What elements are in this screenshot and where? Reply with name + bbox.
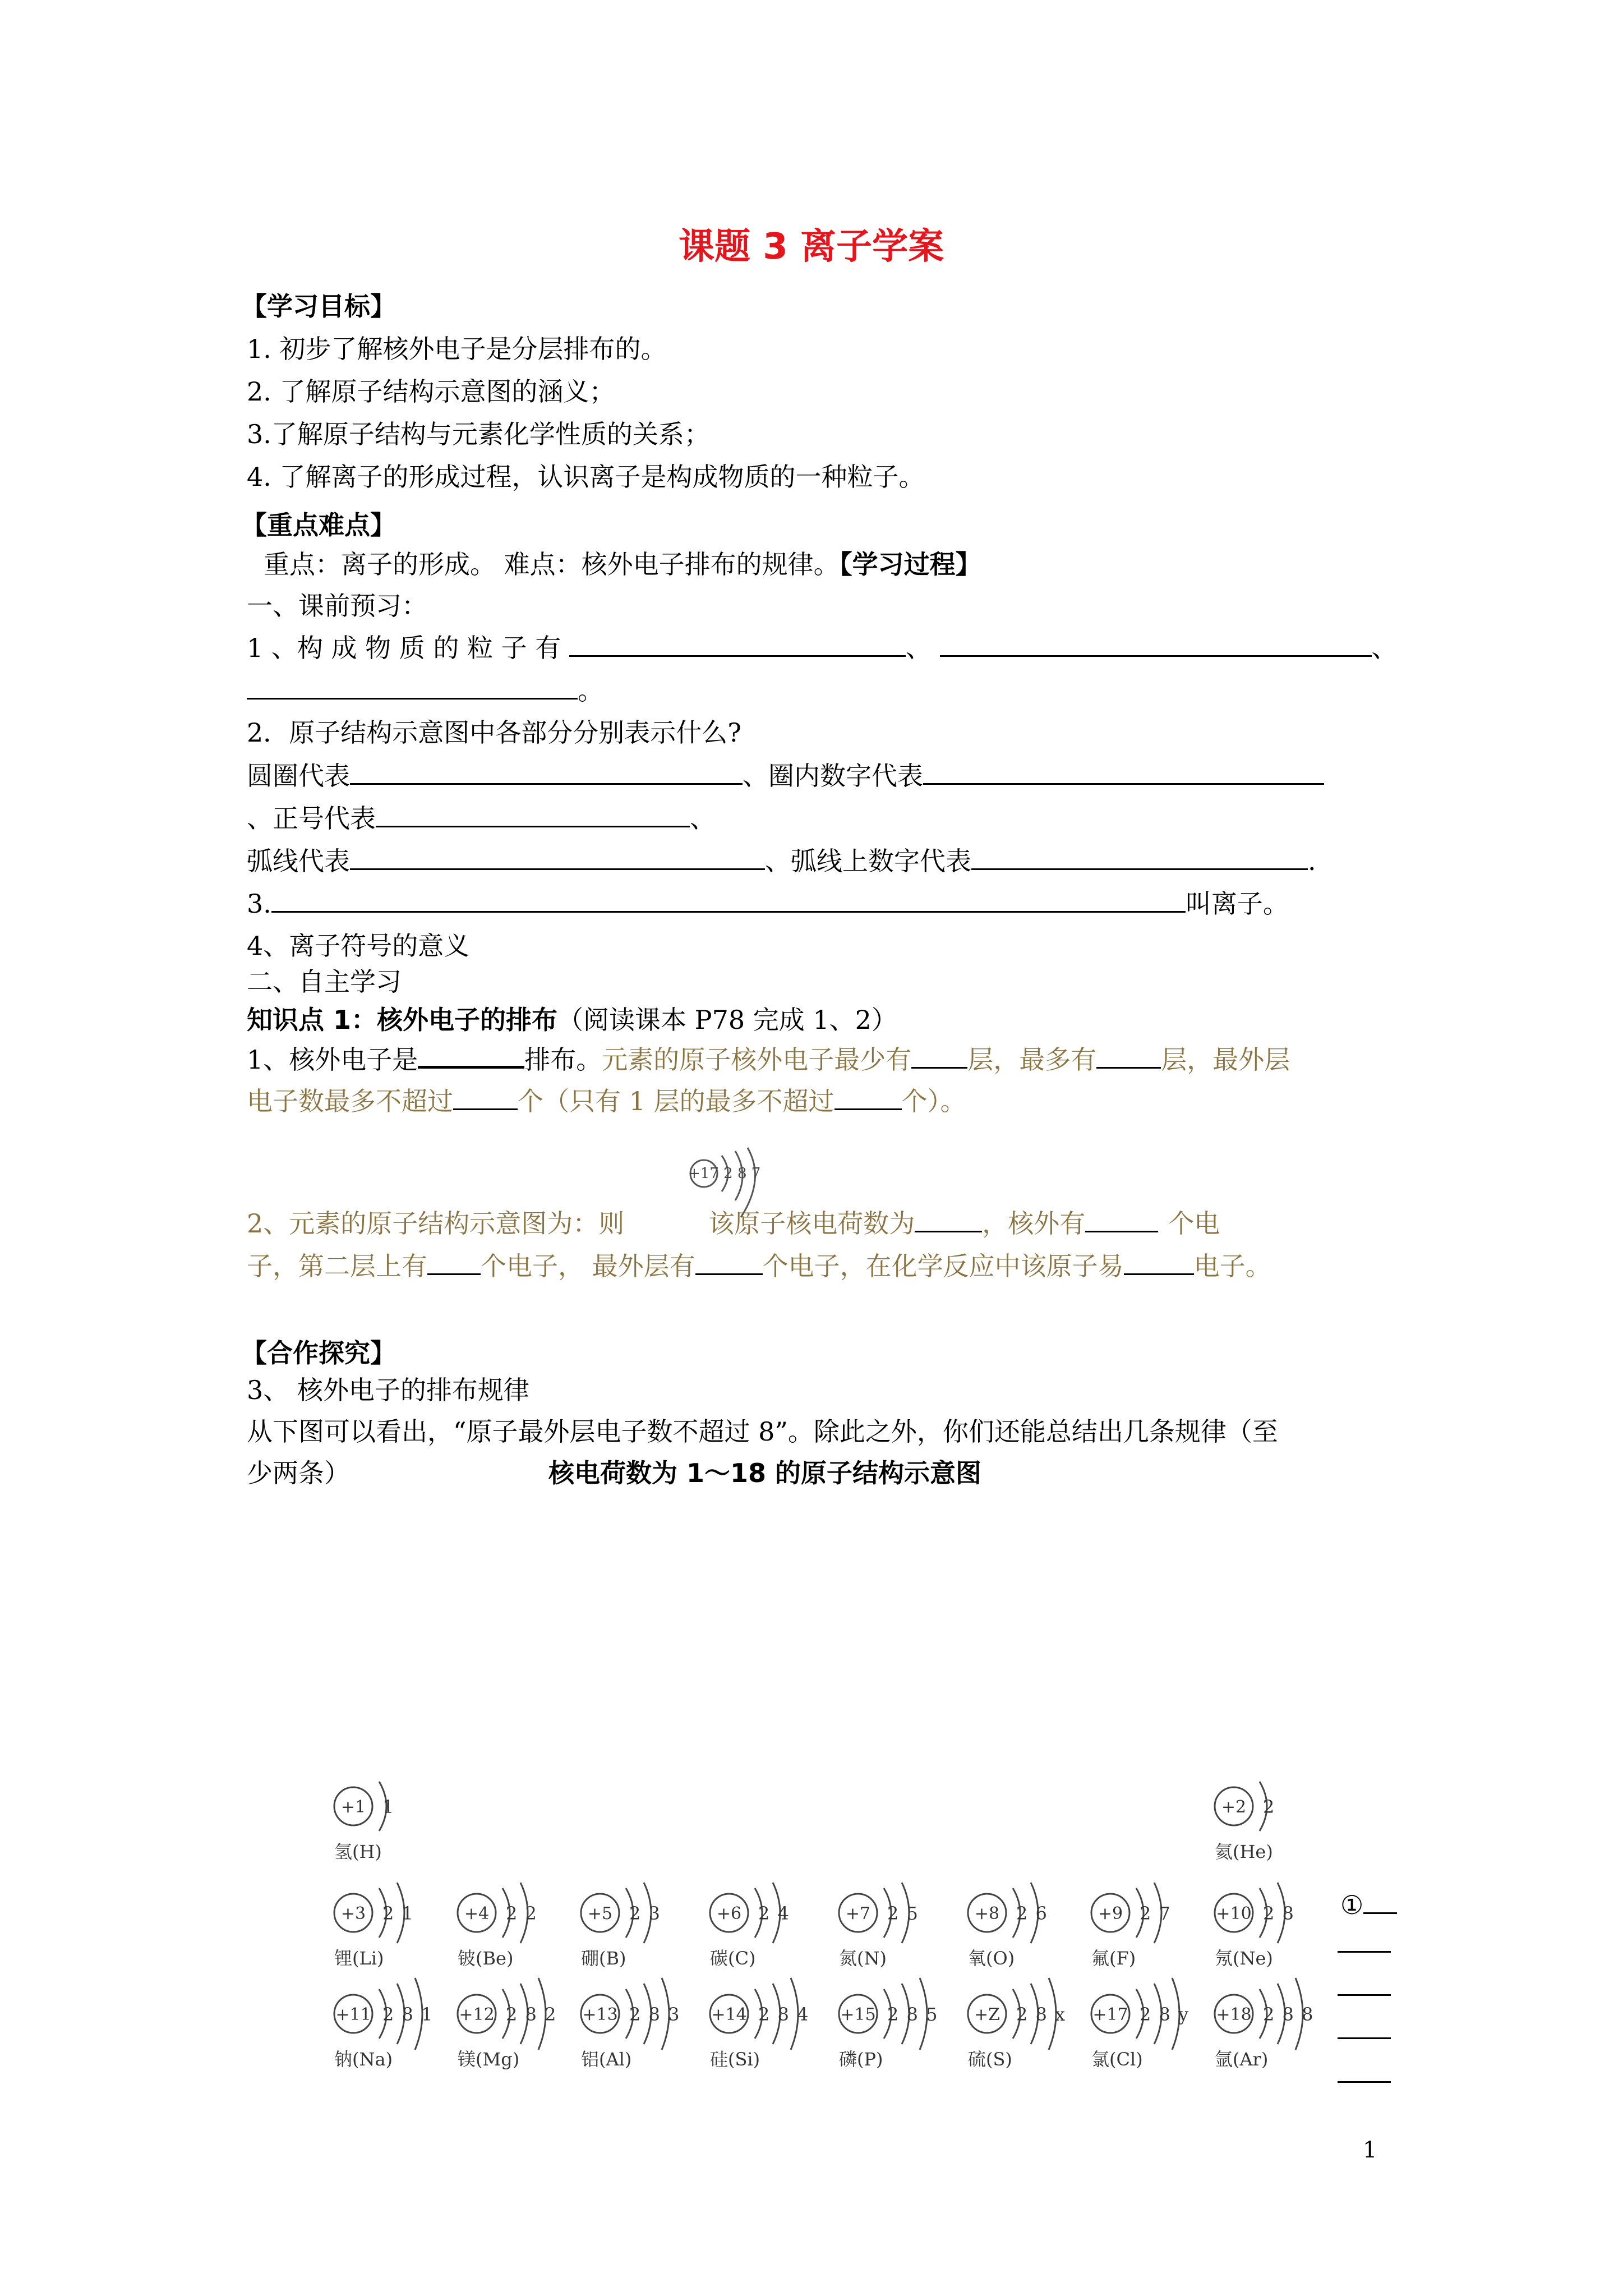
atom-diagram	[334, 1782, 395, 1862]
atom-diagram	[710, 1883, 790, 1969]
atom-diagram	[1215, 1782, 1275, 1862]
atom-diagram	[581, 1978, 680, 2070]
ss-p2-line1	[247, 1206, 1220, 1240]
answer-blank[interactable]	[1085, 1206, 1158, 1232]
inner-num-label: 、圈内数字代表	[743, 761, 923, 791]
element-name: 硫(S)	[968, 2049, 1012, 2070]
q1-text: 1 、构 成 物 质 的 粒 子 有	[247, 633, 561, 663]
keypoints-heading: 【重点难点】	[241, 510, 396, 540]
keypoints-line	[264, 547, 981, 581]
atom-diagram	[334, 1883, 414, 1969]
element-name: 氦(He)	[1215, 1841, 1273, 1862]
shell-electrons: 2 8 4	[758, 2004, 810, 2025]
ss-p1-h: 个）。	[901, 1086, 966, 1116]
nucleus-charge: +9	[1098, 1904, 1123, 1924]
rule-1-line	[1340, 1888, 1397, 1922]
coop-text-a: 从下图可以看出，“原子最外层电子数不超过 8”。除此之外，你们还能总结出几条规律（至	[247, 1416, 1278, 1447]
answer-line[interactable]	[1338, 2081, 1391, 2083]
shell-electrons: 2 3	[629, 1903, 661, 1924]
nucleus-charge: +13	[582, 2005, 618, 2024]
shell-electrons: 2 8 x	[1016, 2004, 1067, 2025]
element-name: 氧(O)	[968, 1948, 1015, 1969]
preview-q3	[247, 886, 1289, 921]
answer-blank[interactable]	[1124, 1249, 1194, 1275]
ss-p1-line2	[247, 1084, 966, 1118]
answer-blank[interactable]	[911, 1042, 967, 1069]
nucleus-charge: +18	[1216, 2005, 1252, 2024]
element-name: 硅(Si)	[710, 2049, 760, 2070]
answer-blank[interactable]	[350, 758, 743, 785]
goals-heading: 【学习目标】	[241, 291, 396, 321]
kp1-note: （阅读课本 P78 完成 1、2）	[557, 1005, 897, 1035]
goal-item: 2. 了解原子结构示意图的涵义；	[247, 376, 615, 407]
element-name: 氩(Ar)	[1215, 2049, 1269, 2070]
nucleus-charge: +8	[974, 1904, 1000, 1924]
element-name: 磷(P)	[839, 2049, 883, 2070]
answer-blank[interactable]	[247, 673, 578, 700]
answer-blank[interactable]	[569, 631, 906, 657]
answer-blank[interactable]	[350, 844, 765, 870]
dot: .	[1308, 846, 1316, 876]
element-name: 氮(N)	[839, 1948, 887, 1969]
plus-sign-label: 、正号代表	[247, 803, 376, 834]
atom-diagram	[458, 1883, 538, 1969]
answer-line[interactable]	[1338, 1951, 1391, 1953]
answer-blank[interactable]	[1096, 1042, 1161, 1069]
nucleus-charge: +15	[840, 2005, 876, 2024]
atom-diagram	[1091, 1883, 1172, 1969]
goal-item: 3.了解原子结构与元素化学性质的关系；	[247, 419, 710, 449]
nucleus-charge: +12	[459, 2005, 495, 2024]
ss-p1-d: 层，最多有	[967, 1045, 1097, 1075]
process-heading: 【学习过程】	[839, 549, 981, 579]
ss-p2-line2	[247, 1249, 1271, 1283]
atom-diagram	[968, 1883, 1048, 1969]
element-name: 氖(Ne)	[1215, 1948, 1273, 1969]
ss-p2-h: 电子。	[1193, 1251, 1271, 1281]
atom-structure-figure	[303, 1745, 1413, 2092]
kp1-title: 知识点 1：核外电子的排布	[247, 1005, 558, 1035]
ss-p1-a: 1、核外电子是	[247, 1045, 418, 1075]
nucleus-charge: +6	[716, 1904, 742, 1924]
answer-blank[interactable]	[376, 801, 690, 827]
nucleus-charge: +Z	[974, 2005, 1000, 2024]
shell-electrons: 2 8 8	[1263, 2004, 1315, 2025]
nucleus-charge: +7	[845, 1904, 871, 1924]
element-name: 碳(C)	[710, 1948, 756, 1969]
element-name: 硼(B)	[581, 1948, 626, 1969]
q3-suffix: 叫离子。	[1185, 889, 1289, 919]
preview-q4: 4、离子符号的意义	[247, 931, 470, 961]
arc-label: 弧线代表	[247, 846, 350, 876]
keypoints-text: 重点：离子的形成。 难点：核外电子排布的规律。	[264, 549, 840, 579]
atom-diagram	[968, 1978, 1066, 2070]
answer-blank[interactable]	[418, 1041, 524, 1069]
ss-p1-g: 个（只有 1 层的最多不超过	[518, 1086, 834, 1116]
shell-electrons: 2 8 3	[629, 2004, 681, 2025]
atom-diagram	[1215, 1883, 1295, 1969]
circle-label: 圆圈代表	[247, 761, 350, 791]
nucleus-charge: +3	[340, 1904, 366, 1924]
circled-one: ①	[1340, 1890, 1364, 1920]
answer-blank[interactable]	[271, 886, 1186, 913]
goal-item: 4. 了解离子的形成过程，认识离子是构成物质的一种粒子。	[247, 462, 925, 492]
ss-p2-f: 个电子， 最外层有	[481, 1251, 695, 1281]
coop-line2	[247, 1456, 350, 1490]
shell-electrons: 2 8 2	[506, 2004, 557, 2025]
element-name: 镁(Mg)	[458, 2049, 520, 2070]
element-name: 铍(Be)	[458, 1948, 514, 1969]
shell-electrons: 2 1	[382, 1903, 414, 1924]
answer-blank[interactable]	[453, 1084, 518, 1110]
shell-electrons: 2 8 y	[1140, 2004, 1190, 2025]
comma: 、	[1371, 633, 1398, 663]
preview-q1	[247, 631, 1398, 665]
comma: 、	[905, 633, 932, 663]
answer-line[interactable]	[1338, 1994, 1391, 1996]
coop-heading: 【合作探究】	[241, 1338, 396, 1368]
element-name: 锂(Li)	[334, 1948, 384, 1969]
preview-q1-cont	[247, 673, 603, 707]
shell-electrons: 2 8 1	[382, 2004, 434, 2025]
figure-title: 核电荷数为 1～18 的原子结构示意图	[548, 1458, 982, 1488]
nucleus-charge: +4	[464, 1904, 490, 1924]
ss-p2-e: 子，第二层上有	[247, 1251, 427, 1281]
ss-p1-c: 元素的原子核外电子最少有	[602, 1045, 912, 1075]
shell-electrons: 2 8	[1263, 1903, 1295, 1924]
element-name: 铝(Al)	[581, 2049, 632, 2070]
ss-p2-d: 个电	[1168, 1208, 1220, 1239]
preview-heading: 一、课前预习：	[247, 591, 427, 621]
shell-electrons: 2 6	[1016, 1903, 1048, 1924]
self-study-heading: 二、自主学习	[247, 967, 402, 997]
ss-p2-b: 该原子核电荷数为	[708, 1208, 915, 1239]
shell-electrons: 2 7	[1140, 1903, 1172, 1924]
period: 。	[578, 675, 603, 706]
comma: 、	[690, 803, 716, 834]
nucleus-charge: +11	[335, 2005, 371, 2024]
preview-q2-line3	[247, 844, 1316, 878]
answer-blank[interactable]	[1363, 1890, 1397, 1914]
ss-p2-c: ，核外有	[982, 1208, 1086, 1239]
ss-p1-line1	[247, 1041, 1290, 1076]
ss-p2-a: 2、元素的原子结构示意图为：则	[247, 1208, 625, 1239]
atom-diagram	[710, 1978, 809, 2070]
page-number: 1	[1363, 2137, 1377, 2163]
kp1-line	[247, 1003, 897, 1037]
element-name: 钠(Na)	[334, 2049, 393, 2070]
atom-diagram	[458, 1978, 557, 2070]
atom-diagram	[1091, 1978, 1189, 2070]
answer-blank[interactable]	[834, 1084, 902, 1110]
coop-q3: 3、 核外电子的排布规律	[247, 1375, 529, 1405]
goal-item: 1. 初步了解核外电子是分层排布的。	[247, 334, 667, 364]
nucleus-charge: +14	[711, 2005, 747, 2024]
answer-blank[interactable]	[940, 631, 1372, 657]
atom-diagram	[1215, 1978, 1314, 2070]
shell-electrons: 2 5	[887, 1903, 919, 1924]
ss-p1-e: 层，最外层	[1161, 1045, 1290, 1075]
atom-diagram	[839, 1883, 919, 1969]
shell-electrons: 2	[1263, 1796, 1276, 1818]
preview-q2: 2．原子结构示意图中各部分分别表示什么?	[247, 717, 741, 748]
shell-electrons: 2 8 5	[887, 2004, 939, 2025]
element-name: 氯(Cl)	[1091, 2049, 1143, 2070]
shell-electrons: 1	[382, 1796, 395, 1818]
element-name: 氢(H)	[334, 1841, 382, 1862]
answer-blank[interactable]	[695, 1249, 763, 1275]
answer-blank[interactable]	[923, 758, 1324, 785]
preview-q2-line1	[247, 758, 1324, 793]
ss-p1-b: 排布。	[524, 1045, 602, 1075]
ss-p2-g: 个电子，在化学反应中该原子易	[762, 1251, 1124, 1281]
answer-blank[interactable]	[427, 1249, 481, 1275]
ss-p1-f: 电子数最多不超过	[247, 1086, 453, 1116]
atom-diagram	[334, 1978, 434, 2070]
nucleus-charge: +10	[1216, 1904, 1252, 1924]
nucleus-charge: +1	[340, 1797, 366, 1817]
answer-blank[interactable]	[915, 1206, 982, 1232]
arc-num-label: 、弧线上数字代表	[765, 846, 971, 876]
coop-text-b: 少两条）	[247, 1458, 350, 1488]
q3-num: 3.	[247, 889, 271, 919]
shell-electrons: 2 4	[758, 1903, 790, 1924]
nucleus-charge: +5	[587, 1904, 613, 1924]
nucleus-charge: +2	[1221, 1797, 1247, 1817]
element-name: 氟(F)	[1091, 1948, 1136, 1969]
atom-diagram	[839, 1978, 938, 2070]
shell-electrons: 2 2	[506, 1903, 538, 1924]
answer-line[interactable]	[1338, 2037, 1391, 2039]
atom-diagram	[581, 1883, 661, 1969]
answer-blank[interactable]	[971, 844, 1308, 870]
preview-q2-line2	[247, 801, 716, 835]
nucleus-charge: +17	[1092, 2005, 1128, 2024]
diagram-label: +17 2 8 7	[688, 1165, 761, 1182]
page-title: 课题 3 离子学案	[679, 226, 944, 268]
